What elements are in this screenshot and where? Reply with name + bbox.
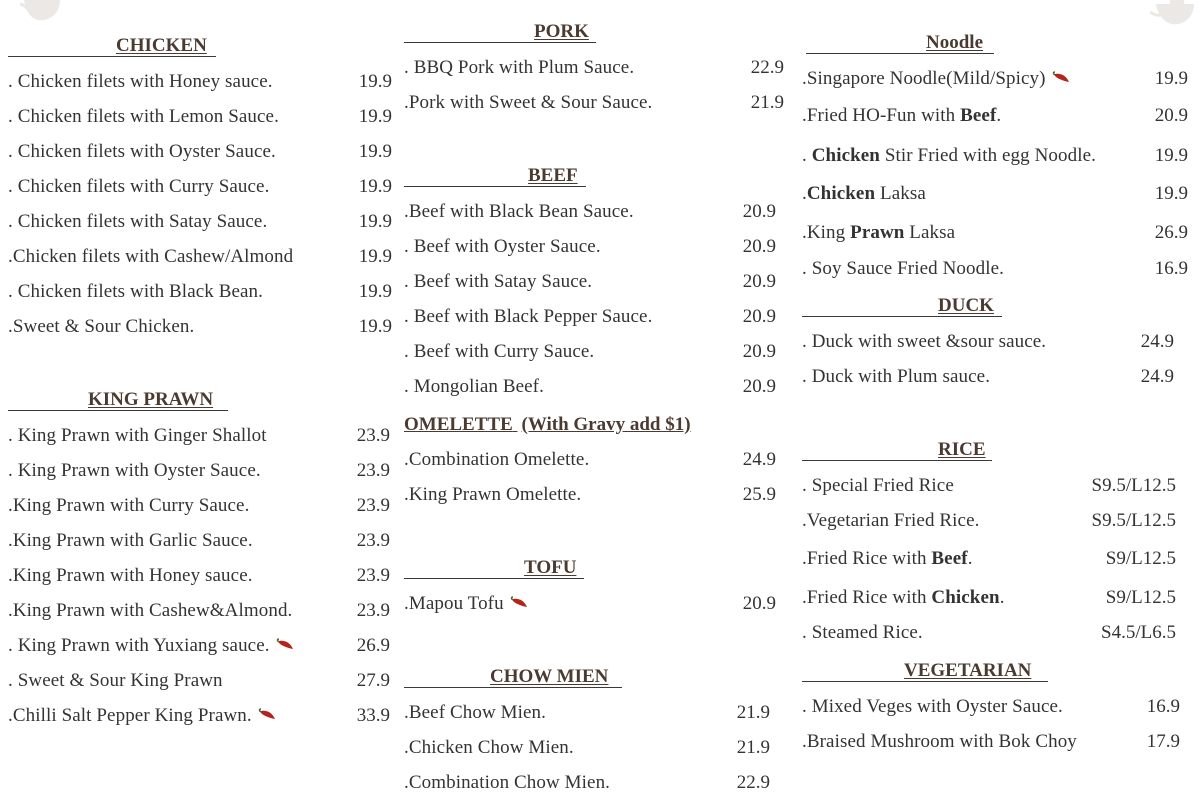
item-price: 21.9 bbox=[736, 737, 770, 758]
item-name-bold: Prawn bbox=[850, 222, 905, 243]
menu-item bbox=[8, 280, 392, 304]
chili-pepper-icon bbox=[276, 638, 296, 652]
item-name-text: . Beef with Oyster Sauce. bbox=[404, 236, 601, 257]
item-price: 16.9 bbox=[1154, 258, 1188, 279]
item-name-bold: Beef bbox=[931, 548, 968, 569]
item-name bbox=[802, 730, 1077, 754]
section-title: KING PRAWN bbox=[88, 389, 214, 410]
item-name-pre: .King bbox=[802, 222, 851, 243]
item-name-text: . BBQ Pork with Plum Sauce. bbox=[404, 57, 635, 78]
item-name bbox=[404, 736, 574, 760]
menu-item bbox=[802, 621, 1176, 645]
item-name bbox=[404, 592, 530, 616]
menu-item bbox=[8, 494, 390, 518]
item-name-text: . Beef with Satay Sauce. bbox=[404, 271, 593, 292]
item-name-text: . Duck with sweet &sour sauce. bbox=[802, 331, 1047, 352]
item-name-post: . bbox=[996, 105, 1002, 126]
item-name-pre: .Singapore Noodle(Mild/Spicy) bbox=[802, 68, 1046, 89]
menu-item bbox=[404, 592, 776, 616]
menu-item bbox=[404, 235, 776, 259]
item-price: 23.9 bbox=[356, 565, 390, 586]
item-name-pre: . bbox=[802, 145, 812, 166]
menu-item bbox=[802, 365, 1174, 389]
item-name bbox=[404, 771, 610, 795]
item-name bbox=[802, 474, 954, 498]
menu-item bbox=[8, 210, 392, 234]
item-price: 20.9 bbox=[742, 376, 776, 397]
item-price: 19.9 bbox=[358, 71, 392, 92]
item-name bbox=[8, 105, 279, 129]
item-price: 23.9 bbox=[356, 460, 390, 481]
menu-item bbox=[8, 175, 392, 199]
menu-item bbox=[802, 547, 1176, 571]
item-name-text: . Chicken filets with Black Bean. bbox=[8, 281, 263, 302]
section-heading-king-prawn bbox=[8, 390, 228, 411]
menu-item bbox=[8, 70, 392, 94]
item-price: 21.9 bbox=[736, 702, 770, 723]
item-name bbox=[404, 340, 594, 364]
item-name-text: .Beef with Black Bean Sauce. bbox=[404, 201, 634, 222]
item-price: 23.9 bbox=[356, 495, 390, 516]
item-name-pre: . Soy Sauce Fried Noodle. bbox=[802, 258, 1004, 279]
item-price: 19.9 bbox=[358, 141, 392, 162]
item-name bbox=[404, 270, 592, 294]
item-name bbox=[802, 509, 979, 533]
item-name bbox=[802, 330, 1046, 354]
menu-item bbox=[802, 695, 1180, 719]
item-name bbox=[8, 494, 249, 518]
item-name bbox=[802, 144, 1096, 168]
menu-item bbox=[8, 564, 390, 588]
item-name bbox=[8, 175, 269, 199]
section-title: OMELETTE bbox=[404, 414, 513, 435]
item-name-text: .King Prawn with Curry Sauce. bbox=[8, 495, 250, 516]
item-name bbox=[404, 235, 601, 259]
menu-item bbox=[8, 245, 392, 269]
item-name bbox=[8, 280, 263, 304]
section-title: VEGETARIAN bbox=[904, 660, 1032, 681]
item-price: 19.9 bbox=[358, 246, 392, 267]
menu-item bbox=[802, 257, 1188, 281]
item-name bbox=[802, 621, 923, 645]
item-name bbox=[404, 701, 546, 725]
item-name-text: .Braised Mushroom with Bok Choy bbox=[802, 731, 1077, 752]
item-name-text: .Chicken filets with Cashew/Almond bbox=[8, 246, 294, 267]
menu-item bbox=[8, 140, 392, 164]
item-price: 17.9 bbox=[1146, 731, 1180, 752]
teapot-icon bbox=[1150, 0, 1198, 28]
item-name-text: .Chilli Salt Pepper King Prawn. bbox=[8, 705, 252, 726]
omelette-gravy-note: (With Gravy add $1) bbox=[521, 414, 691, 435]
item-name-pre: .Fried HO-Fun with bbox=[802, 105, 961, 126]
section-title: RICE bbox=[938, 439, 986, 460]
menu-item bbox=[404, 771, 770, 795]
menu-item bbox=[404, 375, 776, 399]
menu-item bbox=[802, 330, 1174, 354]
section-title: CHOW MIEN bbox=[490, 666, 609, 687]
item-name-post: . bbox=[967, 548, 973, 569]
item-name bbox=[404, 200, 634, 224]
menu-item bbox=[8, 599, 390, 623]
item-name-bold: Beef bbox=[960, 105, 997, 126]
menu-item bbox=[802, 586, 1176, 610]
item-name-text: .Combination Chow Mien. bbox=[404, 772, 611, 793]
section-heading-chicken bbox=[8, 36, 216, 57]
section-heading-pork bbox=[404, 22, 596, 43]
menu-item bbox=[8, 669, 390, 693]
chili-pepper-icon bbox=[510, 596, 530, 610]
item-price: 26.9 bbox=[1154, 222, 1188, 243]
item-name bbox=[404, 91, 652, 115]
item-name-post: Laksa bbox=[875, 183, 926, 204]
item-price: 21.9 bbox=[750, 92, 784, 113]
item-name bbox=[8, 459, 261, 483]
menu-item bbox=[404, 270, 776, 294]
item-name bbox=[8, 669, 223, 693]
menu-item bbox=[8, 529, 390, 553]
item-price: S9.5/L12.5 bbox=[1091, 475, 1176, 496]
item-name-bold: Chicken bbox=[806, 183, 876, 204]
item-name bbox=[404, 375, 544, 399]
item-price: 23.9 bbox=[356, 600, 390, 621]
item-name-text: . King Prawn with Yuxiang sauce. bbox=[8, 635, 270, 656]
item-price: 23.9 bbox=[356, 530, 390, 551]
item-price: 24.9 bbox=[1140, 366, 1174, 387]
section-heading-chow-mien bbox=[404, 667, 622, 688]
item-price: 19.9 bbox=[358, 211, 392, 232]
item-price: 19.9 bbox=[358, 281, 392, 302]
item-name bbox=[802, 257, 1004, 281]
item-price: 20.9 bbox=[742, 593, 776, 614]
chili-pepper-icon bbox=[258, 708, 278, 722]
item-name-text: . Chicken filets with Honey sauce. bbox=[8, 71, 273, 92]
menu-item bbox=[404, 56, 784, 80]
item-name bbox=[802, 365, 990, 389]
item-name-text: . King Prawn with Ginger Shallot bbox=[8, 425, 267, 446]
item-name-pre: .Fried Rice with bbox=[802, 548, 932, 569]
section-heading-beef bbox=[404, 166, 586, 187]
section-heading-omelette bbox=[404, 414, 691, 436]
menu-item bbox=[404, 340, 776, 364]
item-price: 19.9 bbox=[358, 316, 392, 337]
item-price: 20.9 bbox=[1154, 105, 1188, 126]
item-price: 19.9 bbox=[1154, 145, 1188, 166]
teapot-icon bbox=[20, 0, 64, 26]
section-heading-noodle bbox=[806, 33, 994, 54]
item-name bbox=[802, 586, 1005, 610]
item-name-text: .Chicken Chow Mien. bbox=[404, 737, 574, 758]
item-name-post: . bbox=[999, 587, 1005, 608]
item-name-text: . Mixed Veges with Oyster Sauce. bbox=[802, 696, 1063, 717]
item-name bbox=[8, 70, 273, 94]
menu-item bbox=[802, 221, 1188, 245]
menu-item bbox=[404, 200, 776, 224]
menu-item bbox=[404, 91, 784, 115]
item-price: 19.9 bbox=[1154, 68, 1188, 89]
item-price: 20.9 bbox=[742, 306, 776, 327]
item-name-pre: .Fried Rice with bbox=[802, 587, 932, 608]
menu-item bbox=[802, 730, 1180, 754]
item-name-text: .Combination Omelette. bbox=[404, 449, 590, 470]
item-name bbox=[404, 483, 581, 507]
item-name-pre: . Steamed Rice. bbox=[802, 622, 923, 643]
item-name-text: .King Prawn Omelette. bbox=[404, 484, 582, 505]
item-name bbox=[8, 140, 276, 164]
section-heading-tofu bbox=[404, 558, 584, 579]
menu-item bbox=[802, 104, 1188, 128]
item-price: 26.9 bbox=[356, 635, 390, 656]
item-name bbox=[802, 695, 1063, 719]
item-price: S4.5/L6.5 bbox=[1101, 622, 1176, 643]
item-name-text: . Beef with Curry Sauce. bbox=[404, 341, 595, 362]
item-name bbox=[802, 67, 1072, 91]
menu-item bbox=[8, 105, 392, 129]
menu-item bbox=[802, 509, 1176, 533]
section-heading-rice bbox=[802, 440, 992, 461]
item-name-text: . Mongolian Beef. bbox=[404, 376, 544, 397]
menu-item bbox=[8, 424, 390, 448]
item-name bbox=[8, 210, 267, 234]
chili-pepper-icon bbox=[1052, 71, 1072, 85]
item-name-bold: Chicken bbox=[811, 145, 880, 166]
section-heading-vegetarian bbox=[802, 661, 1048, 682]
item-name-post: Stir Fried with egg Noodle. bbox=[879, 145, 1096, 166]
item-name bbox=[8, 564, 253, 588]
item-name-text: .King Prawn with Honey sauce. bbox=[8, 565, 253, 586]
section-title: DUCK bbox=[938, 295, 994, 316]
item-price: 23.9 bbox=[356, 425, 390, 446]
item-price: 20.9 bbox=[742, 236, 776, 257]
menu-item bbox=[404, 483, 776, 507]
menu-item bbox=[802, 474, 1176, 498]
item-name-text: . Beef with Black Pepper Sauce. bbox=[404, 306, 653, 327]
item-price: 20.9 bbox=[742, 201, 776, 222]
menu-item bbox=[404, 701, 770, 725]
item-price: 27.9 bbox=[356, 670, 390, 691]
item-name bbox=[802, 182, 926, 206]
item-name bbox=[8, 704, 278, 728]
item-name-text: . Duck with Plum sauce. bbox=[802, 366, 991, 387]
item-name bbox=[404, 56, 634, 80]
item-price: 24.9 bbox=[1140, 331, 1174, 352]
item-name-text: . Sweet & Sour King Prawn bbox=[8, 670, 223, 691]
item-name-text: .King Prawn with Garlic Sauce. bbox=[8, 530, 253, 551]
item-name-text: .King Prawn with Cashew&Almond. bbox=[8, 600, 293, 621]
item-name bbox=[8, 529, 253, 553]
item-name-text: .Pork with Sweet & Sour Sauce. bbox=[404, 92, 653, 113]
item-name-pre: . bbox=[802, 183, 807, 204]
item-price: 33.9 bbox=[356, 705, 390, 726]
item-name-text: .Sweet & Sour Chicken. bbox=[8, 316, 195, 337]
item-price: 16.9 bbox=[1146, 696, 1180, 717]
item-name bbox=[404, 448, 589, 472]
section-heading-duck bbox=[802, 296, 1002, 317]
section-title: BEEF bbox=[528, 165, 578, 186]
item-price: 22.9 bbox=[736, 772, 770, 793]
item-name-pre: .Vegetarian Fried Rice. bbox=[802, 510, 980, 531]
item-price: S9/L12.5 bbox=[1105, 548, 1176, 569]
item-price: 19.9 bbox=[358, 176, 392, 197]
item-name-bold: Chicken bbox=[931, 587, 1000, 608]
section-title: Noodle bbox=[926, 32, 983, 53]
menu-item bbox=[802, 67, 1188, 91]
item-name bbox=[8, 634, 296, 658]
menu-item bbox=[404, 305, 776, 329]
menu-item bbox=[8, 704, 390, 728]
item-name-text: .Mapou Tofu bbox=[404, 593, 504, 614]
section-title: PORK bbox=[534, 21, 589, 42]
section-title: TOFU bbox=[524, 557, 577, 578]
item-price: 22.9 bbox=[750, 57, 784, 78]
item-name-post: Laksa bbox=[904, 222, 956, 243]
item-name bbox=[8, 245, 293, 269]
item-name bbox=[8, 315, 194, 339]
item-price: 20.9 bbox=[742, 341, 776, 362]
menu-item bbox=[8, 459, 390, 483]
item-name bbox=[802, 221, 955, 245]
item-name-text: . Chicken filets with Satay Sauce. bbox=[8, 211, 268, 232]
item-price: 24.9 bbox=[742, 449, 776, 470]
menu-item bbox=[802, 182, 1188, 206]
item-price: 19.9 bbox=[358, 106, 392, 127]
item-price: 25.9 bbox=[742, 484, 776, 505]
item-name bbox=[8, 424, 267, 448]
item-name bbox=[802, 104, 1001, 128]
item-name-text: .Beef Chow Mien. bbox=[404, 702, 546, 723]
menu-item bbox=[8, 315, 392, 339]
section-title: CHICKEN bbox=[116, 35, 207, 56]
item-name-text: . King Prawn with Oyster Sauce. bbox=[8, 460, 261, 481]
item-name bbox=[802, 547, 973, 571]
menu-item bbox=[404, 448, 776, 472]
item-name-text: . Chicken filets with Curry Sauce. bbox=[8, 176, 270, 197]
item-name bbox=[404, 305, 652, 329]
item-price: S9.5/L12.5 bbox=[1091, 510, 1176, 531]
menu-item bbox=[404, 736, 770, 760]
item-price: 20.9 bbox=[742, 271, 776, 292]
menu-item bbox=[8, 634, 390, 658]
item-name-text: . Chicken filets with Lemon Sauce. bbox=[8, 106, 279, 127]
item-price: S9/L12.5 bbox=[1105, 587, 1176, 608]
menu-item bbox=[802, 144, 1188, 168]
item-name-text: . Chicken filets with Oyster Sauce. bbox=[8, 141, 276, 162]
item-price: 19.9 bbox=[1154, 183, 1188, 204]
item-name-pre: . Special Fried Rice bbox=[802, 475, 954, 496]
item-name bbox=[8, 599, 292, 623]
